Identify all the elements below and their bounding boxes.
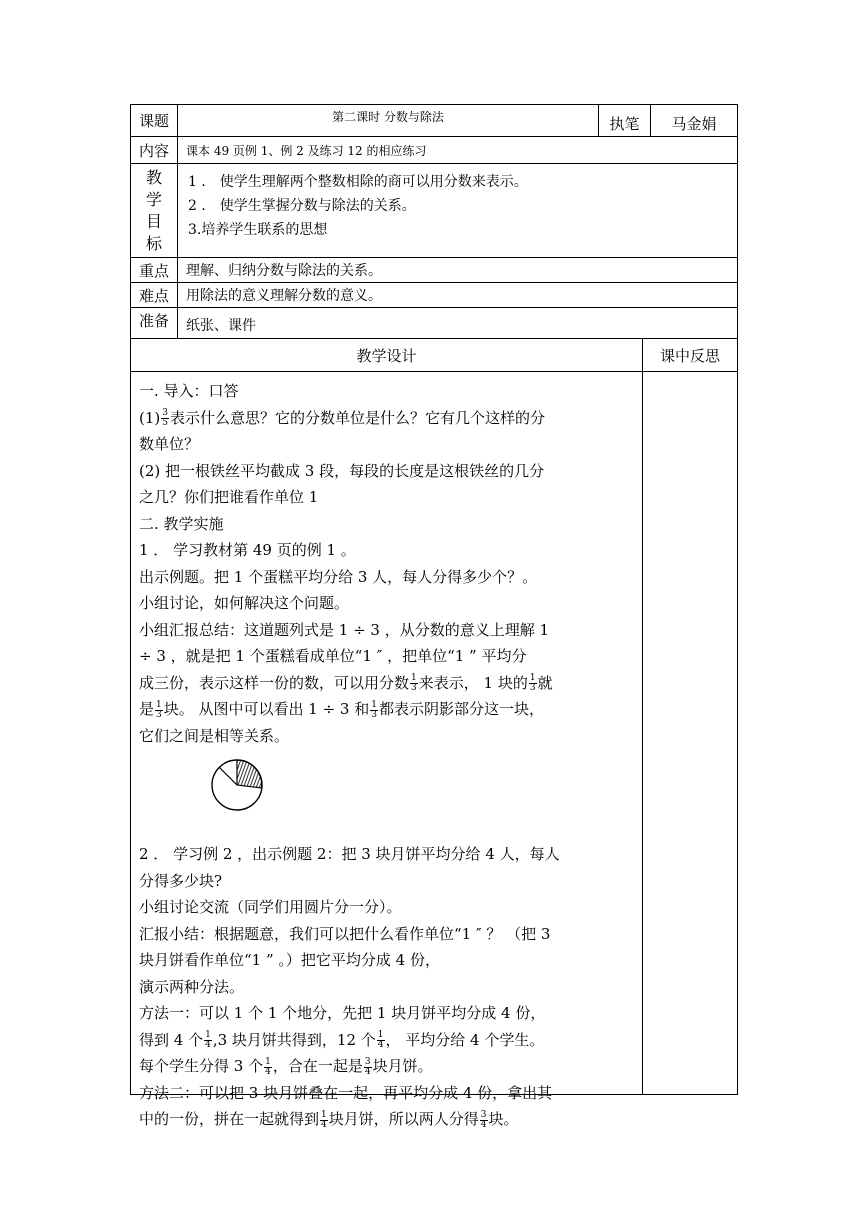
fraction-one-quarter: $\frac{1}{4}$ [205,1030,211,1050]
goals-label [131,164,178,257]
goals-label-char: 目 [145,211,162,231]
topic-row [130,104,738,137]
design-line: 成三份，表示这样一份的数，可以用分数 $\frac{1}{3}$ 来表示， 1 块的 $\frac{1}{3}$ 就 [139,673,553,693]
difficulty-row [130,283,738,308]
column-header-row [130,339,738,372]
goals-label-char: 学 [145,189,162,209]
fraction-three-fifths: $\frac{3}{5}$ [162,408,168,428]
design-line: 演示两种分法。 [139,977,245,996]
design-line: 小组讨论，如何解决这个问题。 [139,594,350,612]
prep-text: 纸张、课件 [186,318,256,334]
design-line: 是 $\frac{1}{3}$ 块。 从图中可以看出 1 ÷ 3 和 $\frac{1}{3}$ 都表示阴影部分这一块， [139,699,544,720]
fraction-three-quarters: $\frac{3}{4}$ [364,1056,371,1077]
design-line: 得到 4 个 $\frac{1}{4}$ ,3 块月饼共得到，12 个 $\frac{1}{4}$ ， 平均分给 4 个学生。 [139,1030,545,1050]
fraction-three-quarters: $\frac{3}{4}$ [480,1109,487,1130]
difficulty-label: 难点 [131,283,178,307]
content-row [130,137,738,164]
goals-row [130,164,738,258]
topic-label: 课题 [131,105,178,136]
fraction-one-quarter: $\frac{1}{4}$ [321,1109,327,1130]
prep-label: 准备 [131,308,178,338]
goal-item: 2 ． 使学生掌握分数与除法的关系。 [188,198,416,214]
lesson-plan-table [130,104,738,1130]
design-line: 中的一份，拼在一起就得到 $\frac{1}{4}$ 块月饼，所以两人分得 $\frac{3}{4}$ 块。 [139,1109,519,1130]
design-line: 每个学生分得 3 个 $\frac{1}{4}$ ，合在一起是 $\frac{3}{4}$ 块月饼。 [139,1056,433,1077]
author-label: 执笔 [599,105,651,136]
cake-pie-diagram-image [207,755,267,815]
design-body-row [130,372,738,1130]
reflection-cell [643,372,737,1094]
goal-item: 3.培养学生联系的思想 [188,222,328,238]
pie-divider [219,767,237,785]
key-point-label: 重点 [131,258,178,282]
design-line: 它们之间是相等关系。 [139,726,290,745]
fraction-one-third: $\frac{1}{3}$ [529,673,536,693]
fraction-one-quarter: $\frac{1}{4}$ [377,1030,384,1050]
design-line: 二. 教学实施 [139,514,224,533]
design-line: 块月饼看作单位“1 ” 。）把它平均分成 4 份， [139,951,440,969]
design-line: 1 ． 学习教材第 49 页的例 1 。 [139,541,356,559]
design-line: (2) 把一根铁丝平均截成 3 段，每段的长度是这根铁丝的几分 [139,461,545,480]
design-line: 小组讨论交流（同学们用圆片分一分）。 [139,898,402,916]
topic-title: 第二课时 分数与除法 [178,105,599,136]
fraction-one-third: $\frac{1}{3}$ [411,673,417,693]
pie-shaded-slice [237,760,262,788]
goals-label-char: 教 [145,167,162,187]
design-line: 方法二：可以把 3 块月饼叠在一起，再平均分成 4 份，拿出其 [139,1083,553,1102]
goals-label-char: 标 [145,233,162,253]
prep-row [130,308,738,339]
design-line: 一. 导入：口答 [139,382,239,400]
content-text: 课本 49 页例 1、例 2 及练习 12 的相应练习 [186,143,427,158]
design-line: 分得多少块? [139,871,223,890]
fraction-one-third: $\frac{1}{3}$ [371,699,377,720]
design-line: (1) $\frac{3}{5}$ 表示什么意思？它的分数单位是什么？它有几个这样的分 [139,408,545,428]
fraction-one-quarter: $\frac{1}{4}$ [265,1056,271,1077]
design-line: 数单位？ [139,435,200,453]
design-line: 之几？你们把谁看作单位 1 [139,488,319,506]
design-column-header: 教学设计 [131,339,643,371]
design-content [131,372,643,1130]
goal-item: 1 ． 使学生理解两个整数相除的商可以用分数来表示。 [188,174,528,190]
difficulty-text: 用除法的意义理解分数的意义。 [186,288,382,304]
key-point-row [130,258,738,283]
author-name: 马金娟 [671,115,717,133]
design-line: 2 ． 学习例 2 ，出示例题 2：把 3 块月饼平均分给 4 人，每人 [139,845,560,863]
design-line: 小组汇报总结：这道题列式是 1 ÷ 3 ，从分数的意义上理解 1 [139,620,550,639]
goals-list [178,164,737,257]
design-line: 出示例题。把 1 个蛋糕平均分给 3 人，每人分得多少个？。 [139,567,538,586]
reflection-column-header: 课中反思 [659,346,720,365]
design-line: 汇报小结：根据题意，我们可以把什么看作单位“1 ″ ？ （把 3 [139,924,551,943]
fraction-one-third: $\frac{1}{3}$ [156,699,162,720]
content-label: 内容 [131,137,178,163]
key-point-text: 理解、归纳分数与除法的关系。 [186,263,382,279]
design-line: ÷ 3 ，就是把 1 个蛋糕看成单位“1 ″ ，把单位“1 ” 平均分 [139,647,527,665]
design-line: 方法一：可以 1 个 1 个地分，先把 1 块月饼平均分成 4 份， [139,1004,546,1022]
